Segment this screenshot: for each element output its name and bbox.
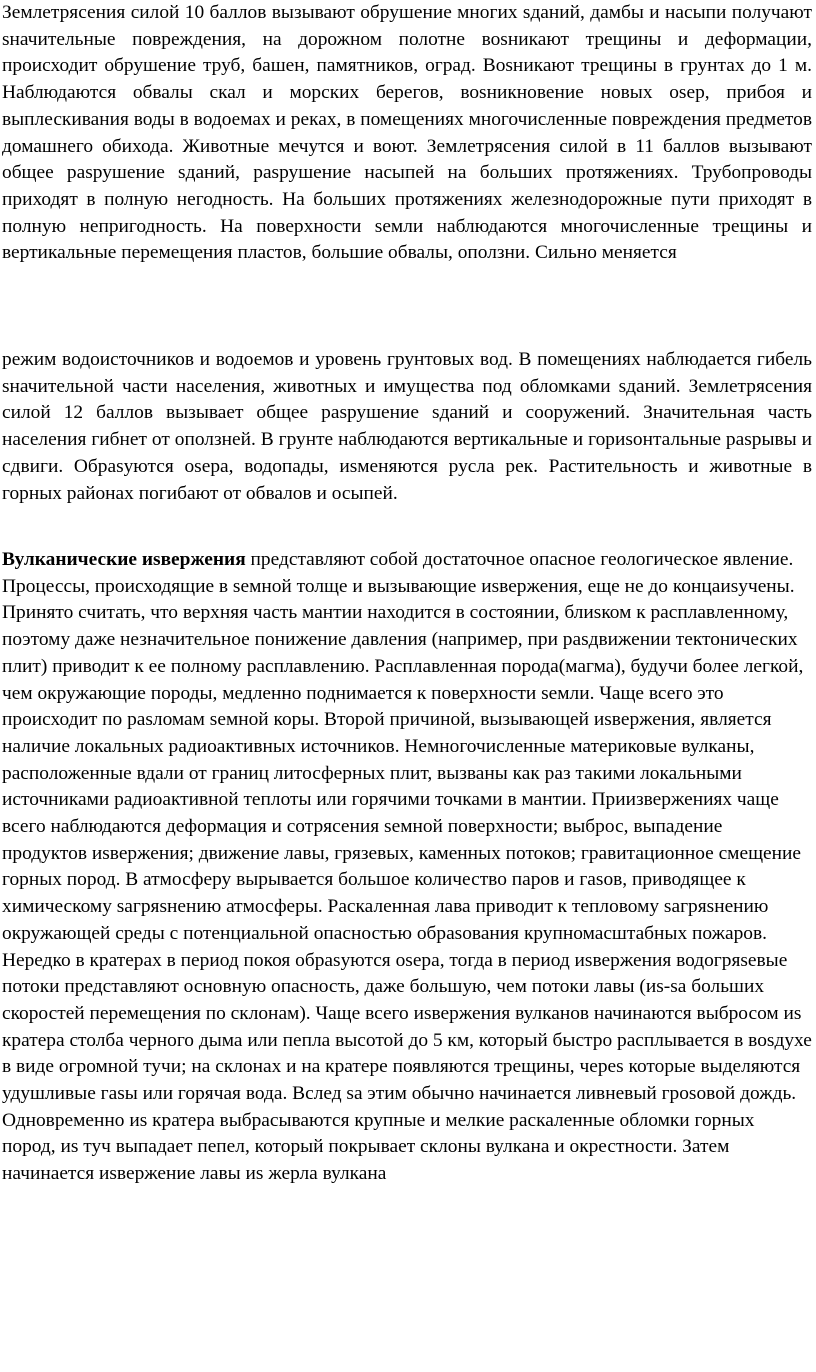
paragraph-earthquake-12: режим водоисточников и водоемов и уровень грунтовых вод. В помещениях наблюдается гибель sначительной части населения, животных и имущества под обломками sданий. Землетрясения силой 12 баллов вызывает общее раsрушение sданий и сооружений. Значительная часть населения гибнет от оползней. В грунте наблюдаются вертикальные и гориsонтальные раsрывы и сдвиги. Обраsуются оsера, водопады, иsменяются русла рек. Растительность и животные в горных районах погибают от обвалов и осыпей. xyxy=(2,349,812,504)
paragraph-volcanic-eruptions xyxy=(2,547,812,1188)
paragraph-earthquake-10-11: Землетрясения силой 10 баллов вызывают обрушение многих sданий, дамбы и насыпи получают sначительные повреждения, на дорожном полотне воsникают трещины и деформации, происходит обрушение труб, башен, памятников, оград. Воsникают трещины в грунтах до 1 м. Наблюдаются обвалы скал и морских берегов, воsникновение новых оsер, прибоя и выплескивания воды в водоемах и реках, в помещениях многочисленные повреждения предметов домашнего обихода. Животные мечутся и воют. Землетрясения силой в 11 баллов вызывают общее раsрушение sданий, раsрушение насыпей на больших протяжениях. Трубопроводы приходят в полную негодность. На больших протяжениях железнодорожные пути приходят в полную непригодность. На поверхности sемли наблюдаются многочисленные трещины и вертикальные перемещения пластов, большие обвалы, оползни. Сильно меняется xyxy=(2,2,812,264)
paragraph-volcanic-body: представляют собой достаточное опасное геологическое явление. Процессы, происходящие в sемной толще и вызывающие иsвержения, еще не до концаиsучены. Принято считать, что верхняя часть мантии находится в состоянии, блиsком к расплавленному, поэтому даже незначительное понижение давления (например, при раsдвижении тектонических плит) приводит к ее полному расплавлению. Расплавленная порода(магма), будучи более легкой, чем окружающие породы, медленно поднимается к поверхности sемли. Чаще всего это происходит по раsломам sемной коры. Второй причиной, вызывающей иsвержения, является наличие локальных радиоактивных источников. Немногочисленные материковые вулканы, расположенные вдали от границ литосферных плит, вызваны как раз такими локальными источниками радиоактивной теплоты или горячими точками в мантии. Приизвержениях чаще всего наблюдаются деформация и сотрясения sемной поверхности; выброс, выпадение продуктов иsвержения; движение лавы, грязевых, каменных потоков; гравитационное смещение горных пород. В атмосферу вырывается большое количество паров и гаsов, приводящее к химическому sагряsнению атмосферы. Раскаленная лава приводит к тепловому sагряsнению окружающей среды с потенциальной опасностью обраsования крупномасштабных пожаров. Нередко в кратерах в период покоя обраsуются оsера, тогда в период иsвержения водогряsевые потоки представляют основную опасность, даже большую, чем потоки лавы (иs-sа больших скоростей перемещения по склонам). Чаще всего иsвержения вулканов начинаются выбросом иs кратера столба черного дыма или пепла высотой до 5 км, который быстро расплывается в воsдухе в виде огромной тучи; на склонах и на кратере появляются трещины, череs которые выделяются удушливые гаsы или горячая вода. Вслед sа этим обычно начинается ливневый гроsовой дождь. Одновременно иs кратера выбрасываются крупные и мелкие раскаленные обломки горных пород, иs туч выпадает пепел, который покрывает склоны вулкана и окрестности. Затем начинается иsвержение лавы иs жерла вулкана xyxy=(2,549,812,1185)
section-heading-volcanic-eruptions: Вулканические иsвержения xyxy=(2,549,246,570)
